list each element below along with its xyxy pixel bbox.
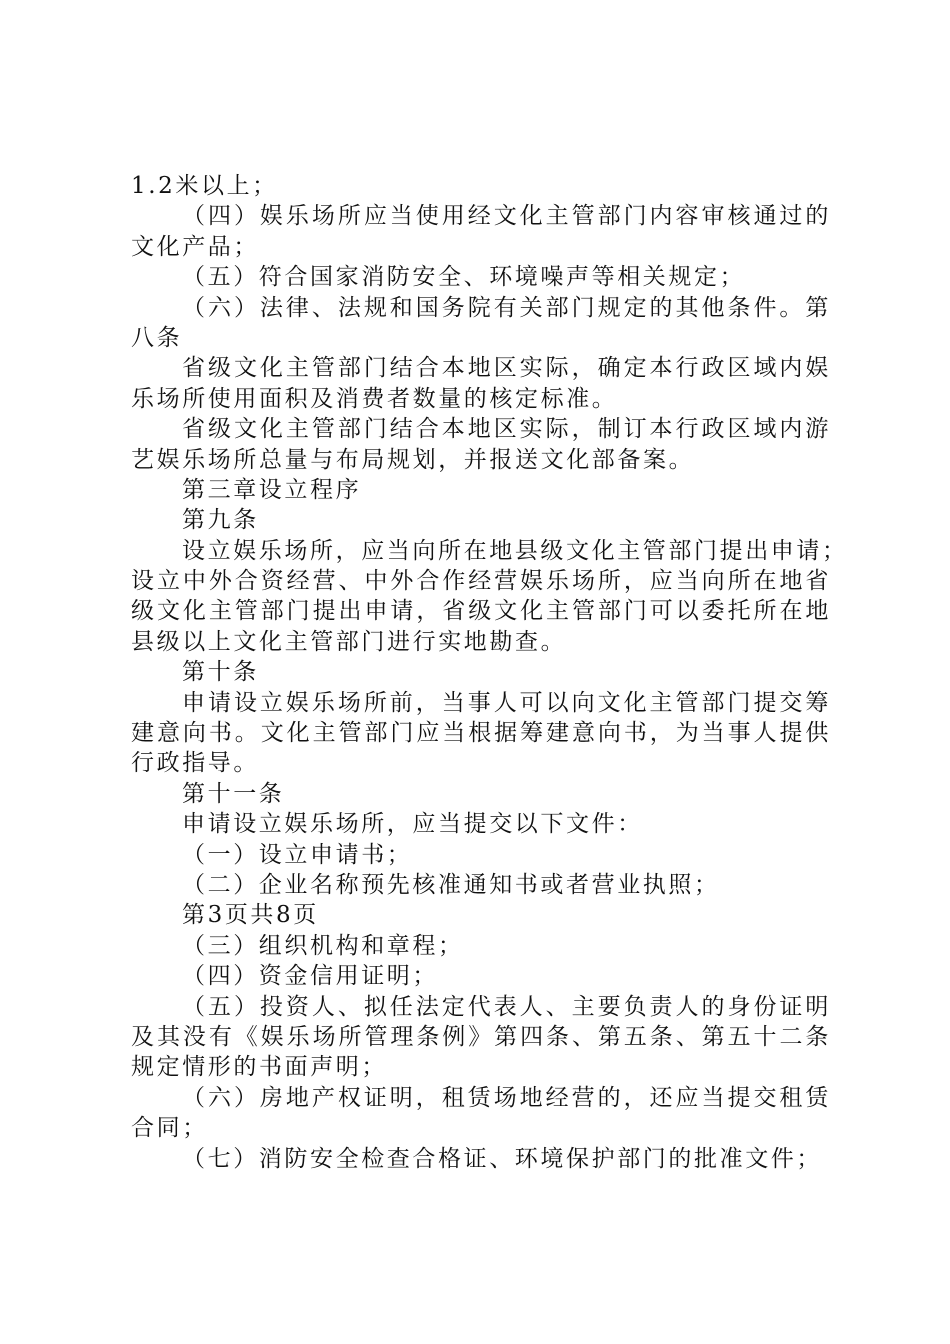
text-line: （四）娱乐场所应当使用经文化主管部门内容审核通过的 [182, 203, 831, 230]
text-line: 省级文化主管部门结合本地区实际，确定本行政区域内娱 [182, 355, 831, 382]
text-line: 县级以上文化主管部门进行实地勘查。 [131, 628, 567, 655]
text-line: （六）房地产权证明，租赁场地经营的，还应当提交租赁 [182, 1084, 831, 1111]
text-line: （五）符合国家消防安全、环境噪声等相关规定； [182, 264, 746, 291]
article-heading: 第十一条 [182, 780, 285, 807]
text-line: （六）法律、法规和国务院有关部门规定的其他条件。第 [182, 294, 831, 321]
chapter-heading: 第三章设立程序 [182, 476, 362, 503]
text-line: 规定情形的书面声明； [131, 1054, 387, 1081]
text-line: （二）企业名称预先核准通知书或者营业执照； [182, 871, 720, 898]
text-line: 乐场所使用面积及消费者数量的核定标准。 [131, 385, 618, 412]
text-line: （五）投资人、拟任法定代表人、主要负责人的身份证明 [182, 993, 831, 1020]
text-line: 行政指导。 [131, 750, 259, 777]
text-line: 级文化主管部门提出申请，省级文化主管部门可以委托所在地 [131, 598, 831, 625]
text-line: 1.2米以上； [131, 173, 278, 199]
text-line: 合同； [131, 1115, 208, 1142]
text-line: 八条 [131, 324, 183, 351]
text-line: （三）组织机构和章程； [182, 932, 464, 959]
article-heading: 第十条 [182, 659, 259, 686]
text-line: （四）资金信用证明； [182, 963, 438, 990]
page-number: 第3页共8页 [182, 902, 319, 929]
text-line: 申请设立娱乐场所，应当提交以下文件： [182, 811, 643, 838]
text-line: 设立娱乐场所，应当向所在地县级文化主管部门提出申请； [182, 537, 848, 564]
text-line: 文化产品； [131, 233, 259, 260]
text-line: 设立中外合资经营、中外合作经营娱乐场所，应当向所在地省 [131, 568, 831, 595]
text-line: （七）消防安全检查合格证、环境保护部门的批准文件； [182, 1145, 822, 1172]
text-line: 申请设立娱乐场所前，当事人可以向文化主管部门提交筹 [182, 689, 831, 716]
text-line: 艺娱乐场所总量与布局规划，并报送文化部备案。 [131, 446, 695, 473]
text-line: 省级文化主管部门结合本地区实际，制订本行政区域内游 [182, 416, 831, 443]
text-line: 及其没有《娱乐场所管理条例》第四条、第五条、第五十二条 [131, 1023, 831, 1050]
text-line: （一）设立申请书； [182, 841, 413, 868]
article-heading: 第九条 [182, 507, 259, 534]
text-line: 建意向书。文化主管部门应当根据筹建意向书，为当事人提供 [131, 720, 831, 747]
document-body [131, 171, 848, 1174]
